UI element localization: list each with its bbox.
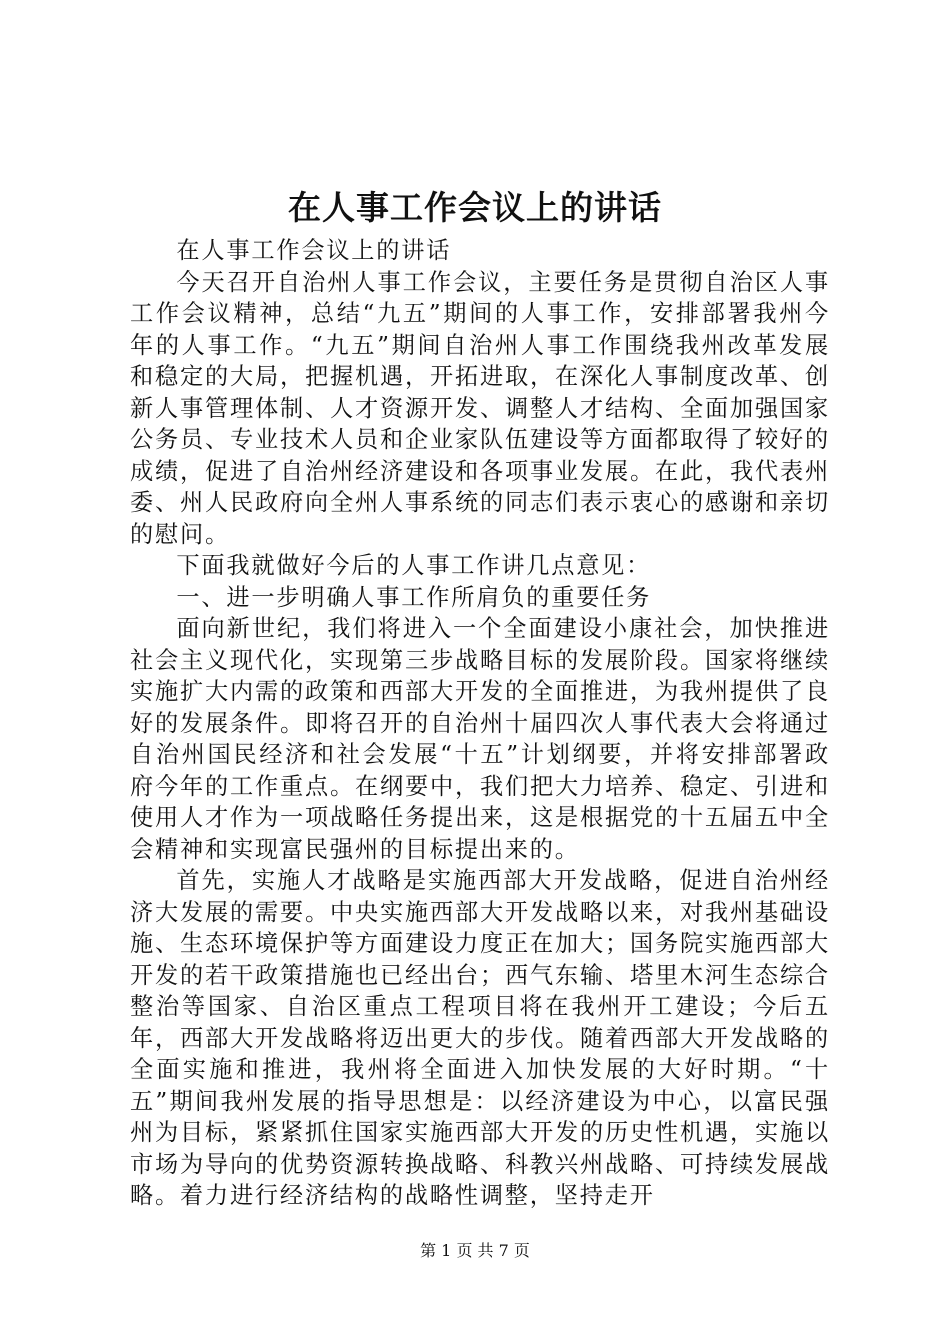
document-title: 在人事工作会议上的讲话 [288, 188, 662, 227]
paragraph-transition: 下面我就做好今后的人事工作讲几点意见： [176, 552, 652, 579]
section-heading-1: 一、进一步明确人事工作所肩负的重要任务 [176, 583, 652, 611]
paragraph-subtitle: 在人事工作会议上的讲话 [176, 237, 452, 264]
page-footer: 第 1 页 共 7 页 [420, 1241, 530, 1260]
document-body [130, 235, 830, 1212]
paragraph-first: 首先，实施人才战略是实施西部大开发战略，促进自治州经济大发展的需要。中央实施西部大开发战略以来，对我州基础设施、生态环境保护等方面建设力度正在加大；国务院实施西部大开发的若干政策措施也已经出台；西气东输、塔里木河生态综合整治等国家、自治区重点工程项目将在我州开工建设；今后五年，西部大开发战略将迈出更大的步伐。随着西部大开发战略的全面实施和推进，我州将全面进入加快发展的大好时期。“十五”期间我州发展的指导思想是：以经济建设为中心，以富民强州为目标，紧紧抓住国家实施西部大开发的历史性机遇，实施以市场为导向的优势资源转换战略、科教兴州战略、可持续发展战略。着力进行经济结构的战略性调整，坚持走开 [130, 867, 830, 1209]
paragraph-new-century: 面向新世纪，我们将进入一个全面建设小康社会，加快推进社会主义现代化，实现第三步战略目标的发展阶段。国家将继续实施扩大内需的政策和西部大开发的全面推进，为我州提供了良好的发展条件。即将召开的自治州十届四次人事代表大会将通过自治州国民经济和社会发展“十五”计划纲要，并将安排部署政府今年的工作重点。在纲要中，我们把大力培养、稳定、引进和使用人才作为一项战略任务提出来，这是根据党的十五届五中全会精神和实现富民强州的目标提出来的。 [130, 615, 830, 863]
paragraph-intro: 今天召开自治州人事工作会议，主要任务是贯彻自治区人事工作会议精神，总结“九五”期间的人事工作，安排部署我州今年的人事工作。“九五”期间自治州人事工作围绕我州改革发展和稳定的大局，把握机遇，开拓进取，在深化人事制度改革、创新人事管理体制、人才资源开发、调整人才结构、全面加强国家公务员、专业技术人员和企业家队伍建设等方面都取得了较好的成绩，促进了自治州经济建设和各项事业发展。在此，我代表州委、州人民政府向全州人事系统的同志们表示衷心的感谢和亲切的慰问。 [130, 268, 830, 548]
